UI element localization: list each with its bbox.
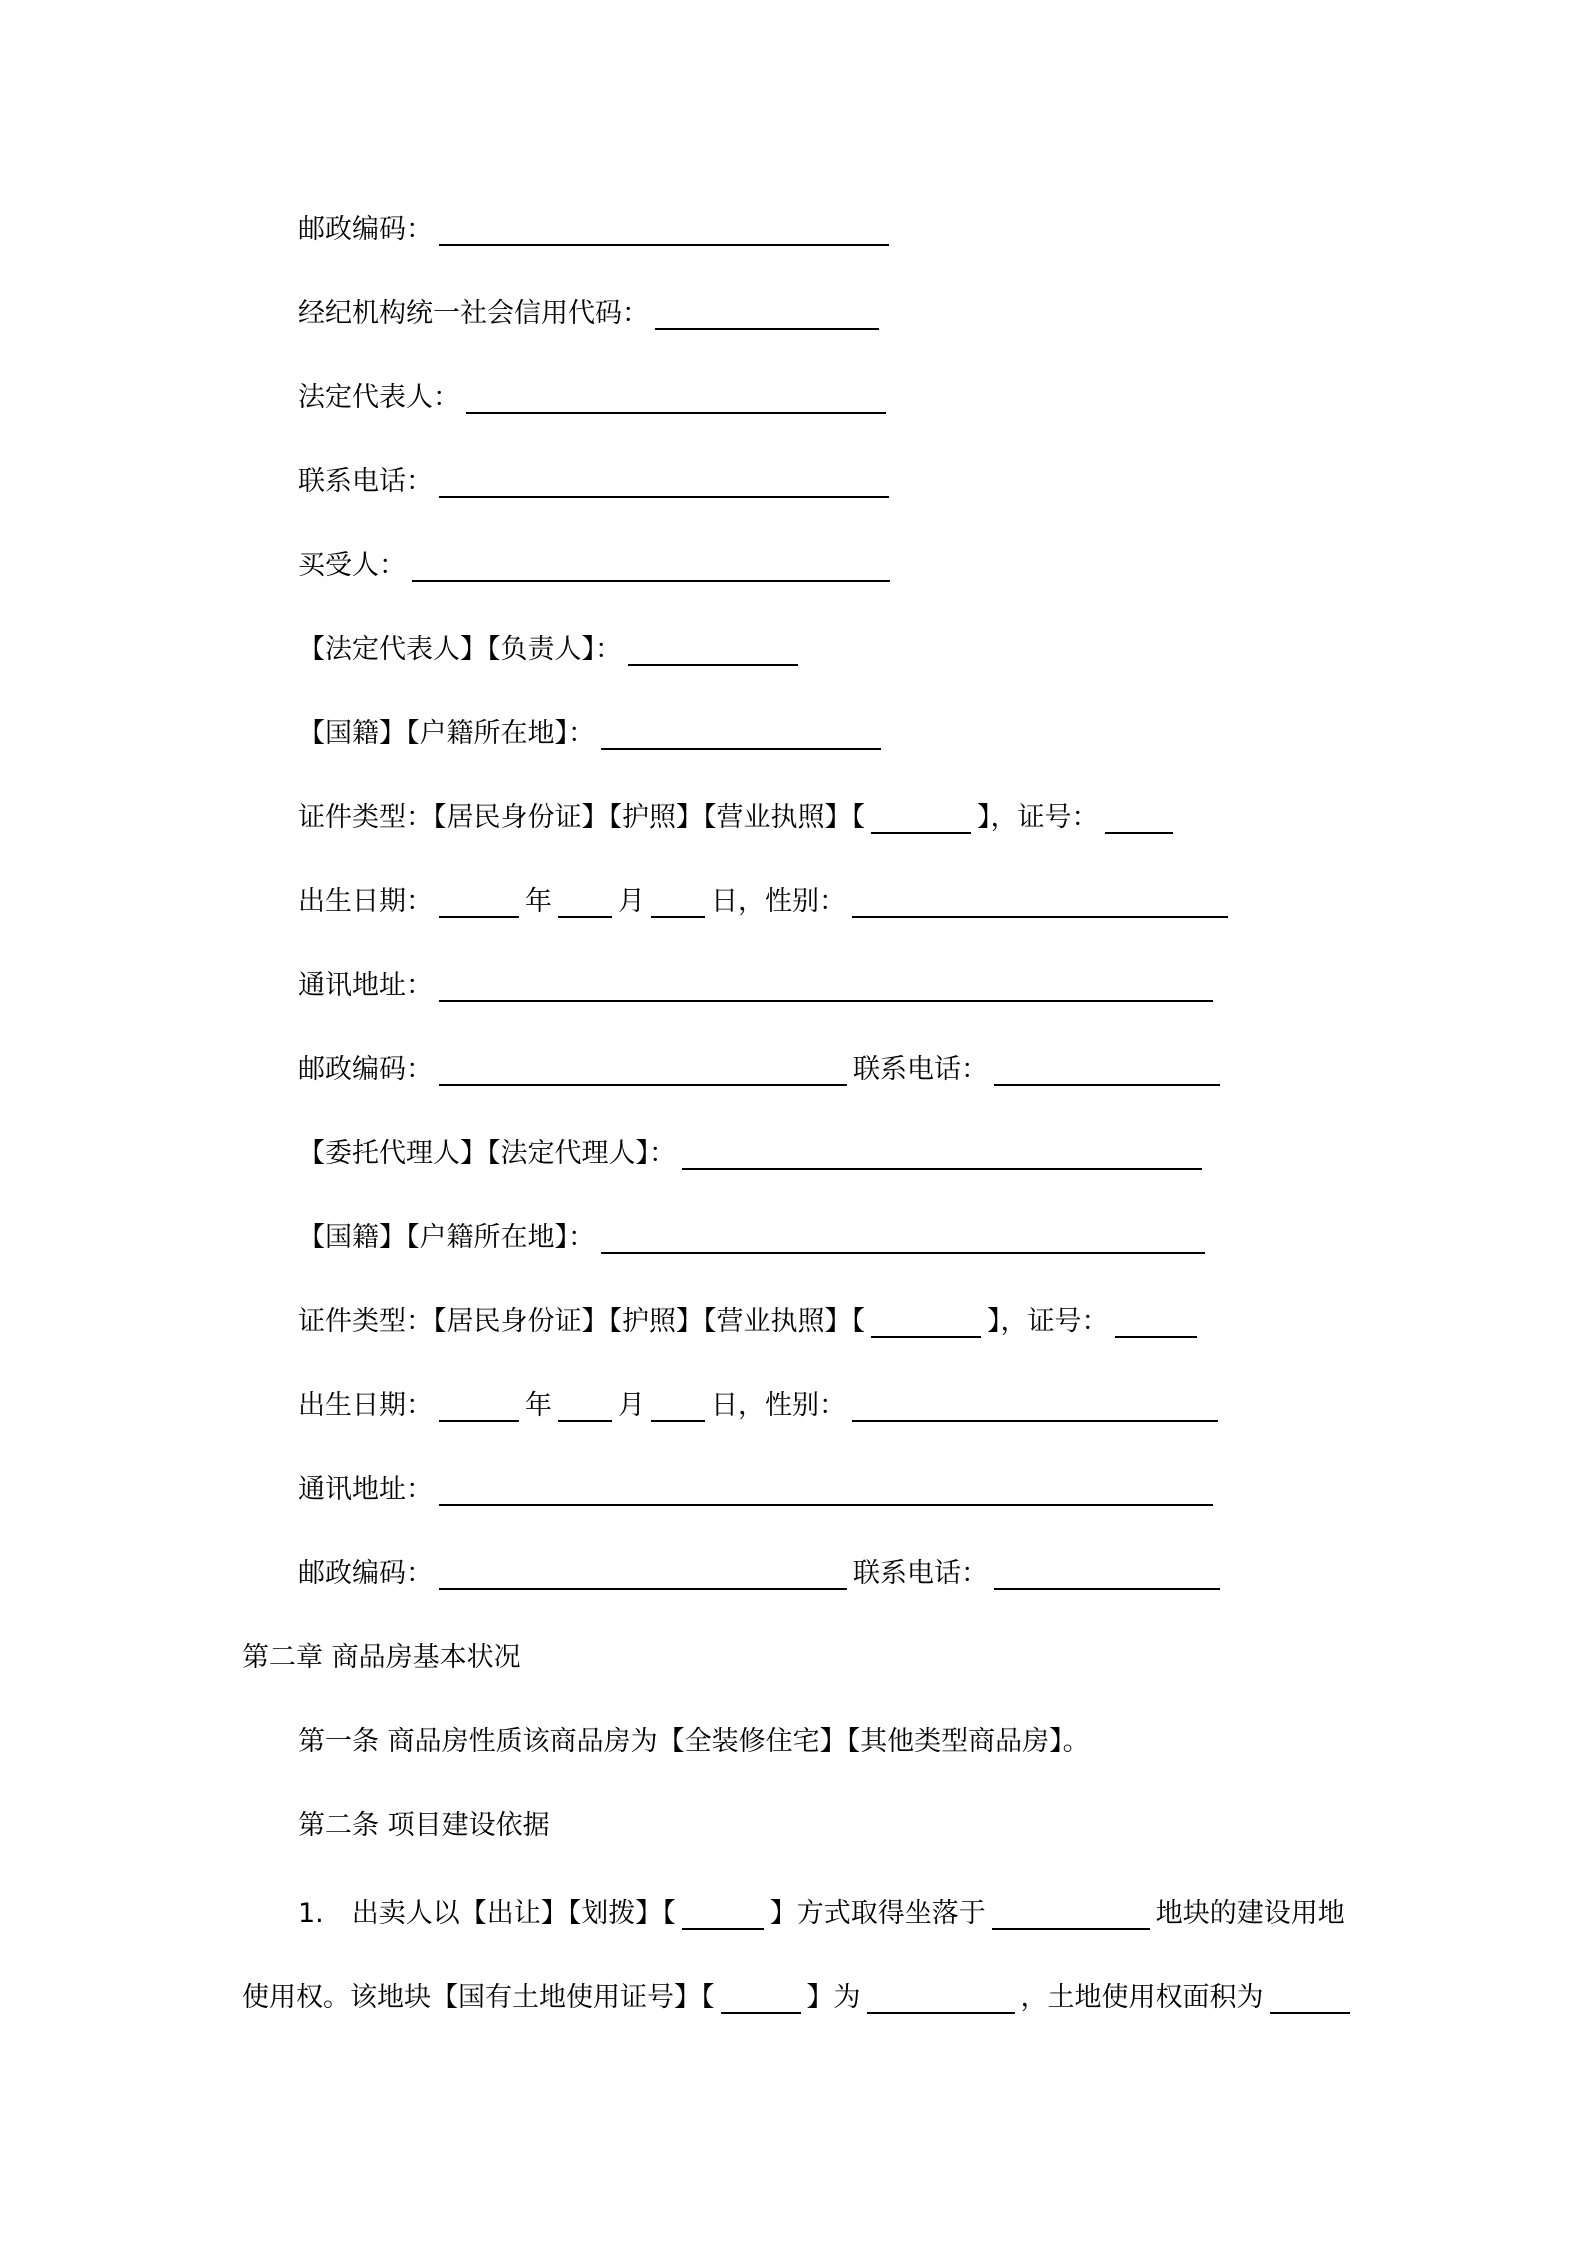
buyer-postcode-blank[interactable]	[439, 1054, 847, 1086]
acquisition-method-blank[interactable]	[682, 1898, 764, 1930]
buyer-day-gender-label: 日，性别：	[711, 886, 846, 917]
buyer-address-row	[298, 968, 1219, 1004]
buyer-day-blank[interactable]	[651, 886, 705, 918]
seller-legal-rep-blank[interactable]	[466, 382, 886, 414]
buyer-label: 买受人：	[298, 550, 406, 581]
item-1-text-f: ，土地使用权面积为	[1020, 1982, 1264, 2013]
land-cert-type-blank[interactable]	[721, 1982, 801, 2014]
buyer-id-no-blank[interactable]	[1105, 802, 1173, 834]
agent-address-label: 通讯地址：	[298, 1474, 433, 1505]
buyer-address-label: 通讯地址：	[298, 970, 433, 1001]
seller-postcode-blank[interactable]	[439, 214, 889, 246]
plot-location-blank[interactable]	[992, 1898, 1150, 1930]
buyer-row	[298, 548, 896, 584]
buyer-blank[interactable]	[412, 550, 890, 582]
buyer-gender-blank[interactable]	[852, 886, 1228, 918]
agent-day-blank[interactable]	[651, 1390, 705, 1422]
land-area-blank[interactable]	[1270, 1982, 1350, 2014]
seller-phone-row	[298, 464, 895, 500]
seller-postcode-label: 邮政编码：	[298, 214, 433, 245]
agent-address-row	[298, 1472, 1219, 1508]
agency-code-label: 经纪机构统一社会信用代码：	[298, 298, 649, 329]
item-1-text-b: 】方式取得坐落于	[769, 1898, 986, 1929]
buyer-nationality-label: 【国籍】【户籍所在地】：	[298, 718, 595, 749]
buyer-address-blank[interactable]	[439, 970, 1213, 1002]
seller-legal-rep-row	[298, 380, 892, 416]
agent-gender-blank[interactable]	[852, 1390, 1218, 1422]
agent-postcode-label: 邮政编码：	[298, 1558, 433, 1589]
agency-code-row	[298, 296, 885, 332]
agent-dob-row	[298, 1388, 1224, 1424]
buyer-month-label: 月	[618, 886, 645, 917]
agent-id-no-label: 】，证号：	[987, 1306, 1109, 1337]
agent-month-blank[interactable]	[558, 1390, 612, 1422]
chapter-2-title: 第二章 商品房基本状况	[242, 1642, 521, 1673]
agent-dob-label: 出生日期：	[298, 1390, 433, 1421]
agent-nationality-label: 【国籍】【户籍所在地】：	[298, 1222, 595, 1253]
agent-phone-blank[interactable]	[994, 1558, 1220, 1590]
agent-phone-label: 联系电话：	[853, 1558, 988, 1589]
agent-id-type-label: 证件类型：【居民身份证】【护照】【营业执照】【	[298, 1306, 865, 1337]
buyer-nationality-blank[interactable]	[601, 718, 881, 750]
seller-phone-blank[interactable]	[439, 466, 889, 498]
buyer-phone-blank[interactable]	[994, 1054, 1220, 1086]
buyer-year-blank[interactable]	[439, 886, 519, 918]
agent-year-blank[interactable]	[439, 1390, 519, 1422]
agent-row	[298, 1136, 1208, 1172]
agent-id-no-blank[interactable]	[1115, 1306, 1197, 1338]
buyer-postcode-row	[298, 1052, 1226, 1088]
agency-code-blank[interactable]	[655, 298, 879, 330]
buyer-postcode-label: 邮政编码：	[298, 1054, 433, 1085]
agent-nationality-blank[interactable]	[601, 1222, 1205, 1254]
item-1-text-d: 使用权。该地块【国有土地使用证号】【	[242, 1982, 715, 2013]
agent-id-row	[298, 1304, 1203, 1340]
buyer-phone-label: 联系电话：	[853, 1054, 988, 1085]
agent-month-label: 月	[618, 1390, 645, 1421]
buyer-month-blank[interactable]	[558, 886, 612, 918]
agent-id-type-other-blank[interactable]	[871, 1306, 981, 1338]
buyer-id-row	[298, 800, 1179, 836]
seller-postcode-row	[298, 212, 895, 248]
buyer-dob-row	[298, 884, 1234, 920]
buyer-id-type-other-blank[interactable]	[871, 802, 971, 834]
item-1-number: 1.	[298, 1898, 324, 1929]
buyer-id-type-label: 证件类型：【居民身份证】【护照】【营业执照】【	[298, 802, 865, 833]
item-1-text-e: 】为	[806, 1982, 861, 2013]
seller-phone-label: 联系电话：	[298, 466, 433, 497]
item-1-text-a: 出卖人以【出让】【划拨】【	[351, 1898, 676, 1929]
article-2-item-1-line-2	[242, 1980, 1356, 2016]
item-1-text-c: 地块的建设用地	[1155, 1898, 1345, 1929]
article-2-title: 第二条 项目建设依据	[298, 1810, 550, 1841]
buyer-nationality-row	[298, 716, 887, 752]
land-cert-number-blank[interactable]	[867, 1982, 1015, 2014]
agent-nationality-row	[298, 1220, 1211, 1256]
agent-year-label: 年	[525, 1390, 552, 1421]
buyer-rep-row	[298, 632, 804, 668]
buyer-id-no-label: 】，证号：	[977, 802, 1099, 833]
agent-address-blank[interactable]	[439, 1474, 1213, 1506]
buyer-dob-label: 出生日期：	[298, 886, 433, 917]
agent-day-gender-label: 日，性别：	[711, 1390, 846, 1421]
article-1: 第一条 商品房性质该商品房为【全装修住宅】【其他类型商品房】。	[298, 1726, 1090, 1757]
seller-legal-rep-label: 法定代表人：	[298, 382, 460, 413]
agent-blank[interactable]	[682, 1138, 1202, 1170]
agent-label: 【委托代理人】【法定代理人】：	[298, 1138, 676, 1169]
buyer-year-label: 年	[525, 886, 552, 917]
buyer-rep-label: 【法定代表人】【负责人】：	[298, 634, 622, 665]
agent-postcode-row	[298, 1556, 1226, 1592]
agent-postcode-blank[interactable]	[439, 1558, 847, 1590]
article-2-item-1-line-1	[298, 1896, 1345, 1932]
buyer-rep-blank[interactable]	[628, 634, 798, 666]
